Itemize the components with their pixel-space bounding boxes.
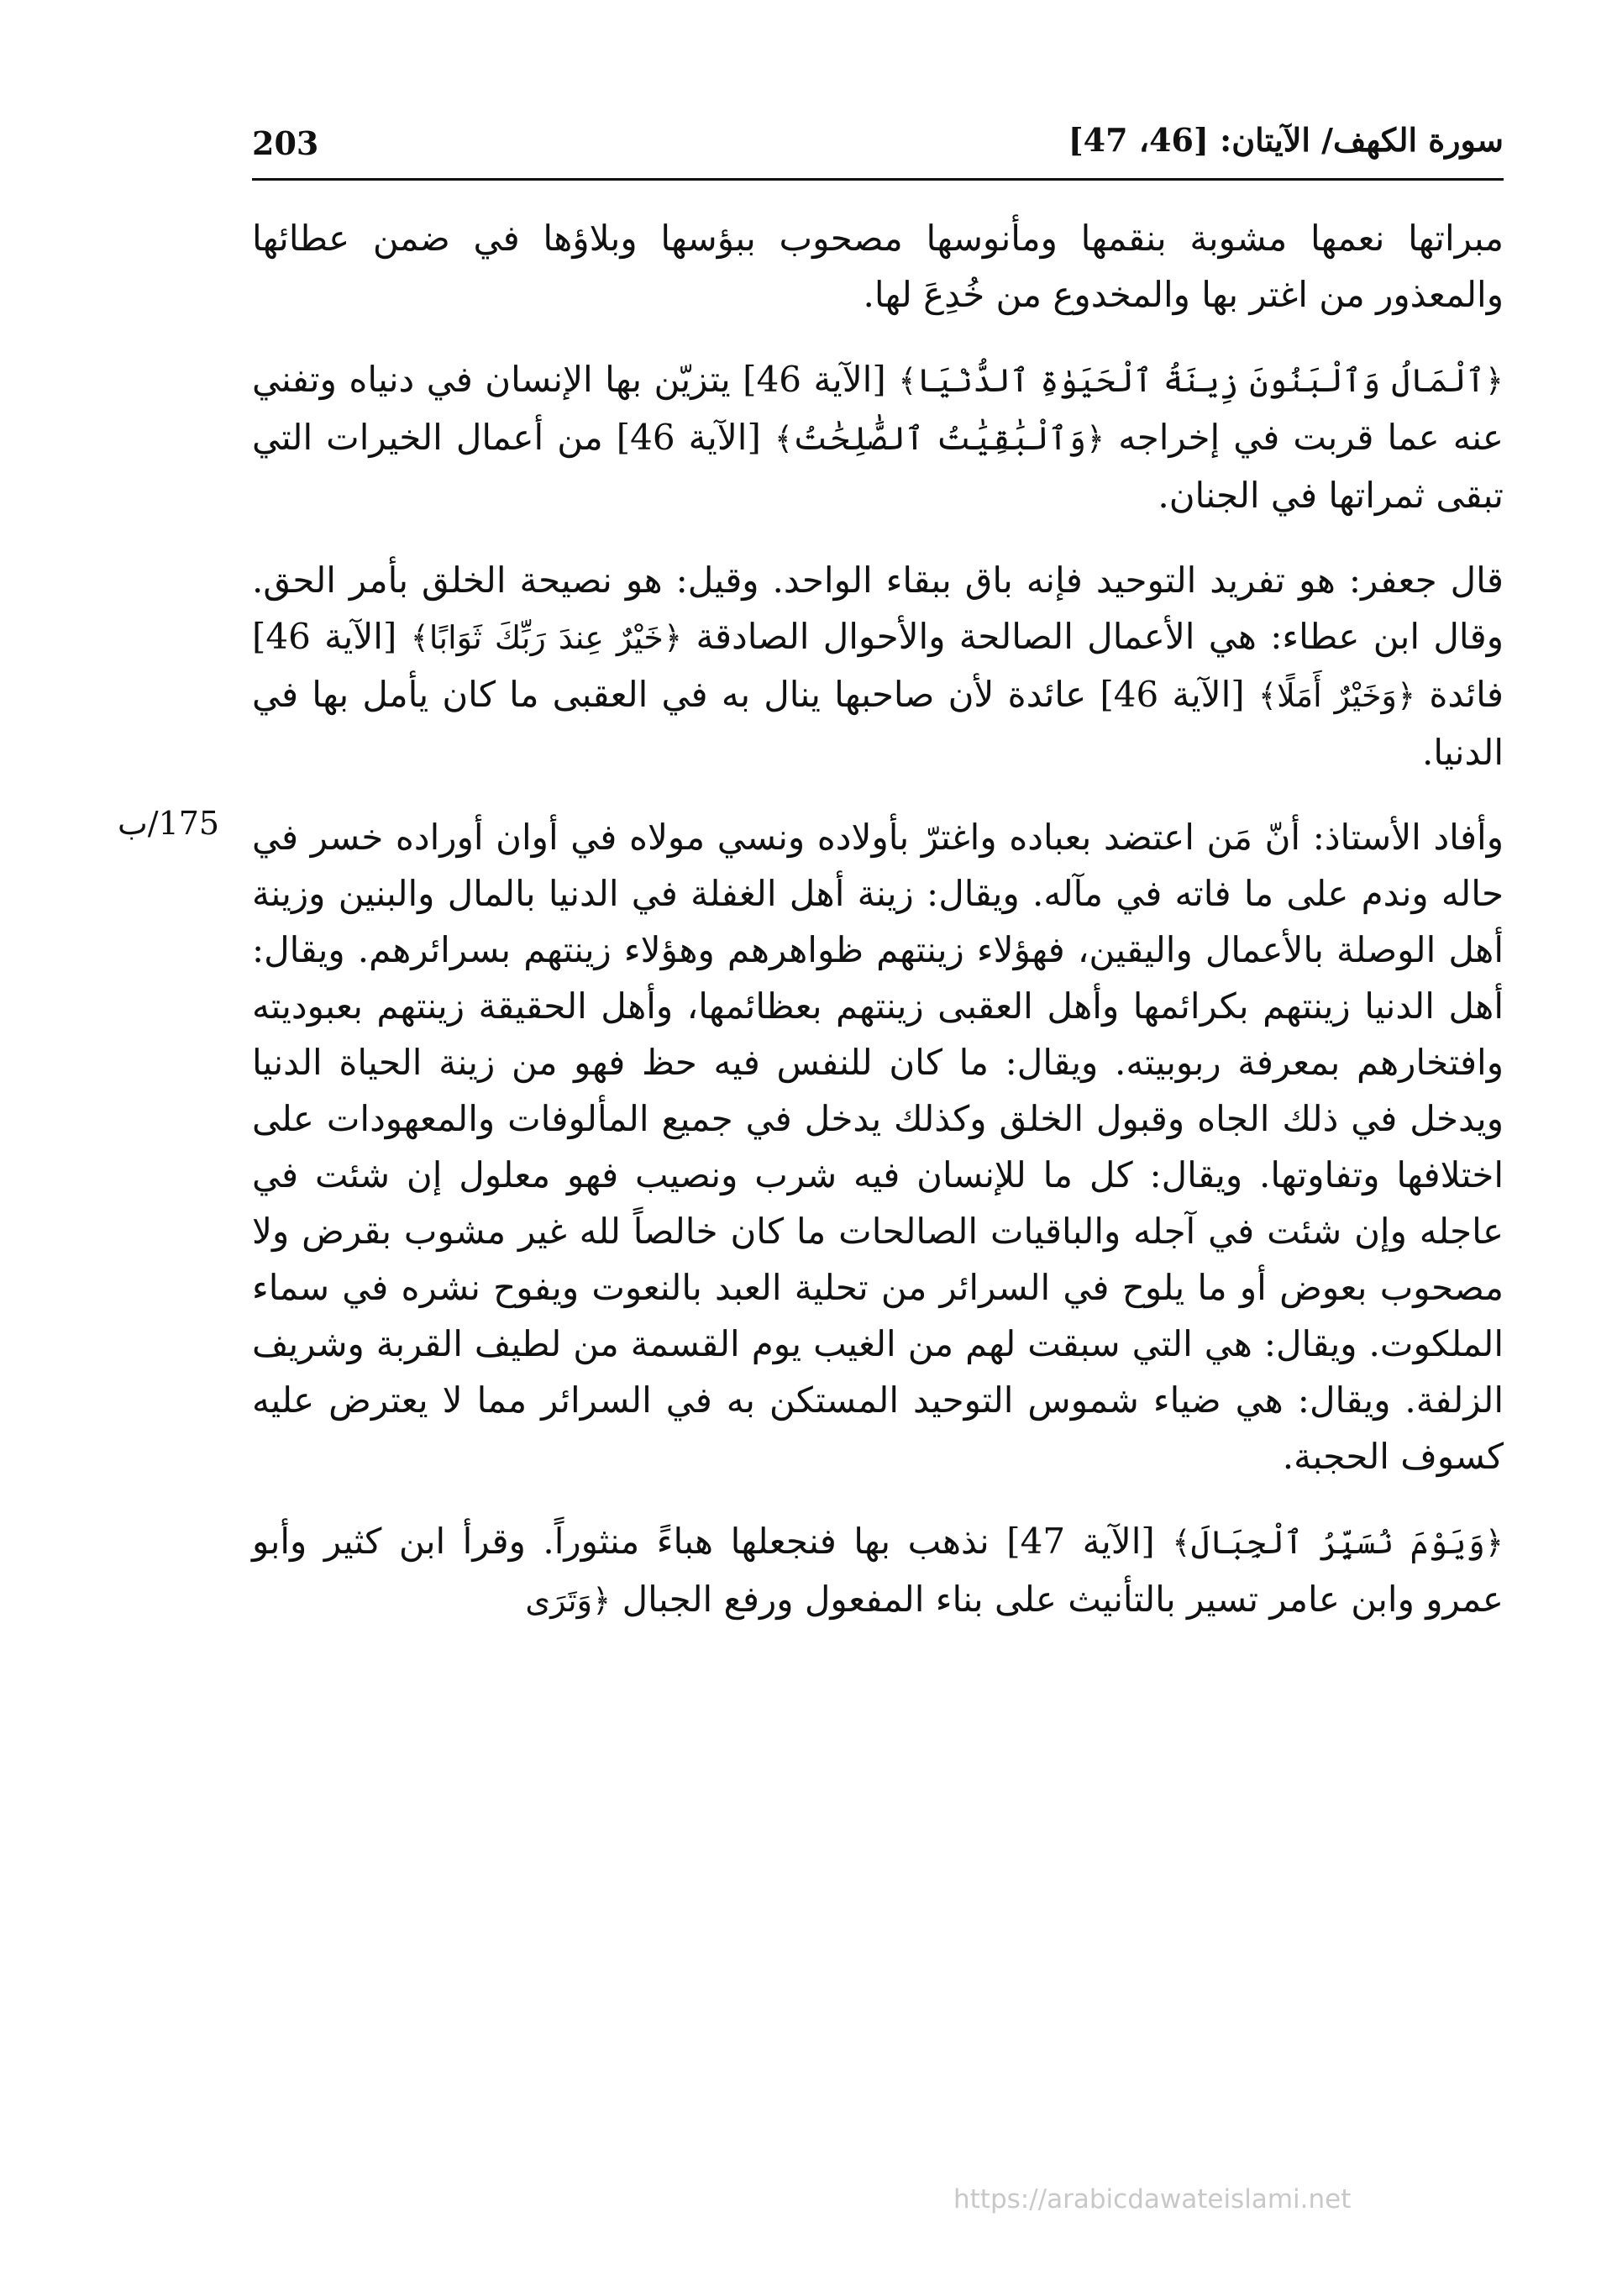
body-paragraph (252, 210, 1504, 323)
watermark-url: https://arabicdawateislami.net (953, 2184, 1352, 2215)
quran-quote: ﴿خَيْرٌ عِندَ رَبِّكَ ثَوَابًا﴾ (410, 619, 683, 656)
quran-quote: ﴿ٱلْمَالُ وَٱلْبَنُونَ زِينَةُ ٱلْحَيَوٰةِ ٱلدُّنْيَا﴾ (898, 362, 1504, 399)
paragraph-text: [الآية 46] عائدة لأن صاحبها ينال به في العقبى ما كان يأمل بها في الدنيا. (252, 674, 1504, 773)
quran-quote: ﴿وَخَيْرٌ أَمَلًا﴾ (1257, 677, 1416, 714)
body-text (252, 210, 1504, 1658)
running-head: سورة الكهف/ الآيتان: [46، 47] (1068, 121, 1504, 159)
quran-quote: ﴿وَتَرَى (525, 1582, 612, 1619)
body-paragraph (252, 351, 1504, 523)
page-number: 203 (252, 124, 319, 162)
paragraph-text: [الآية 46] فائدة (252, 616, 1504, 715)
paragraph-text: [الآية 47] نذهب بها فنجعلها هباءً منثوراً. وقرأ ابن كثير وأبو عمرو وابن عامر تسير بالتأنيث على بناء المفعول ورفع الجبال (252, 1521, 1504, 1620)
body-paragraph (252, 809, 1504, 1484)
paragraph-text: [الآية 46] يتزيّن بها الإنسان في دنياه وتفني عنه عما قربت في إخراجه (252, 359, 1504, 458)
quran-quote: ﴿وَٱلْبَٰقِيَٰتُ ٱلصَّٰلِحَٰتُ﴾ (774, 420, 1105, 457)
paragraph-text: [الآية 46] من أعمال الخيرات التي تبقى ثمراتها في الجنان. (252, 417, 1504, 516)
paragraph-text: وأفاد الأستاذ: أنّ مَن اعتضد بعباده واغترّ بأولاده ونسي مولاه في أوان أوراده خسر في حاله وندم على ما فاته في مآله. ويقال: زينة أهل الغفلة في الدنيا بالمال والبنين وزينة أهل الوصلة بالأعمال واليقين، فهؤلاء زينتهم ظواهرهم وهؤلاء زينتهم بسرائرهم. ويقال: أهل الدنيا زينتهم بكرائمها وأهل العقبى زينتهم بعظائمها، وأهل الحقيقة زينتهم بعبوديته وافتخارهم بمعرفة ربوبيته. ويقال: ما كان للنفس فيه حظ فهو من زينة الحياة الدنيا ويدخل في ذلك الجاه وقبول الخلق وكذلك يدخل في جميع المألوفات والمعهودات على اختلافها وتفاوتها. ويقال: كل ما للإنسان فيه شرب ونصيب فهو معلول إن شئت في عاجله وإن شئت في آجله والباقيات الصالحات ما كان خالصاً لله غير مشوب بقرض ولا مصحوب بعوض أو ما يلوح في السرائر من تحلية العبد بالنعوت ويفوح نشره في سماء الملكوت. ويقال: هي التي سبقت لهم من الغيب يوم القسمة من لطيف القربة وشريف الزلفة. ويقال: هي ضياء شموس التوحيد المستكن به في السرائر مما لا يعترض عليه كسوف الحجبة. (252, 817, 1504, 1477)
paragraph-text: مبراتها نعمها مشوبة بنقمها ومأنوسها مصحوب ببؤسها وبلاؤها في ضمن عطائها والمعذور من اغتر بها والمخدوع من خُدِعَ لها. (252, 218, 1504, 315)
margin-folio-note: 175/ب (118, 805, 220, 842)
quran-quote: ﴿وَيَوْمَ نُسَيِّرُ ٱلْجِبَالَ﴾ (1172, 1524, 1504, 1561)
header-rule (252, 178, 1504, 181)
body-paragraph (252, 552, 1504, 780)
paragraph-text: قال جعفر: هو تفريد التوحيد فإنه باق ببقاء الواحد. وقيل: هو نصيحة الخلق بأمر الحق. وقال ابن عطاء: هي الأعمال الصالحة والأحوال الصادقة (252, 560, 1504, 657)
page-header (252, 118, 1504, 176)
body-paragraph (252, 1513, 1504, 1629)
